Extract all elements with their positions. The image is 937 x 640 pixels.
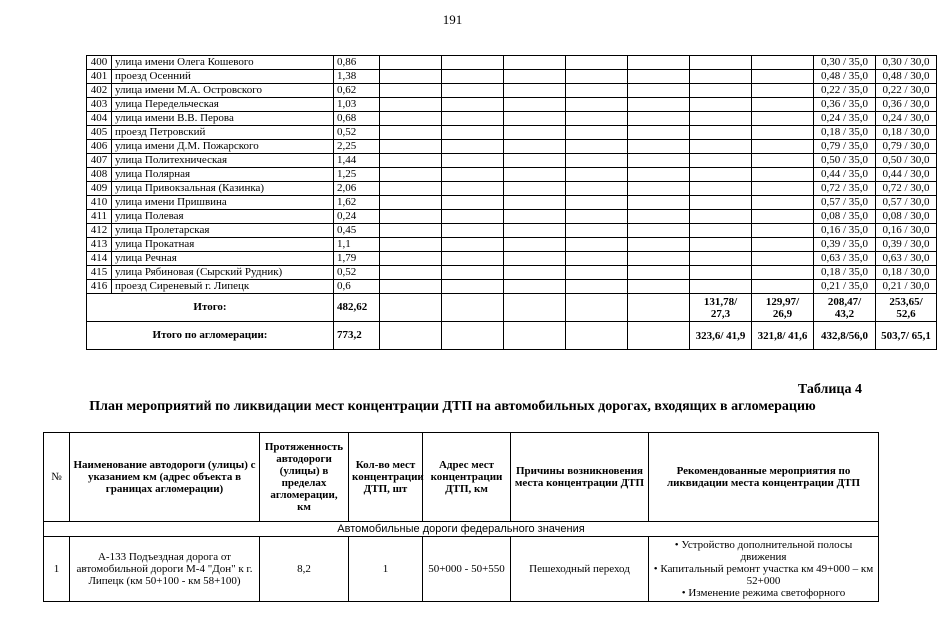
value-b: 0,63 / 30,0 [876, 252, 937, 266]
value-b: 0,36 / 30,0 [876, 98, 937, 112]
empty-cell [442, 56, 504, 70]
value-a: 0,18 / 35,0 [814, 126, 876, 140]
empty-cell [380, 322, 442, 350]
empty-cell [628, 294, 690, 322]
value-b: 0,48 / 30,0 [876, 70, 937, 84]
table-row [44, 537, 879, 602]
empty-cell [628, 252, 690, 266]
empty-cell [566, 154, 628, 168]
road-name: улица Привокзальная (Казинка) [112, 182, 334, 196]
empty-cell [380, 196, 442, 210]
road-length: 0,24 [334, 210, 380, 224]
empty-cell [690, 140, 752, 154]
row-number: 413 [87, 238, 112, 252]
measures-table [43, 432, 879, 602]
empty-cell [442, 84, 504, 98]
col-count: Кол-во мест концентрации ДТП, шт [349, 433, 423, 522]
empty-cell [752, 140, 814, 154]
empty-cell [752, 224, 814, 238]
row-number: 404 [87, 112, 112, 126]
col-num: № [44, 433, 70, 522]
empty-cell [690, 56, 752, 70]
row-number: 412 [87, 224, 112, 238]
empty-cell [504, 154, 566, 168]
empty-cell [690, 252, 752, 266]
empty-cell [690, 98, 752, 112]
road-name: проезд Петровский [112, 126, 334, 140]
measure-1: • Устройство дополнительной полосы движения [674, 539, 853, 563]
measure-3: • Изменение режима светофорного [681, 587, 846, 599]
row-length: 8,2 [260, 537, 349, 602]
empty-cell [442, 280, 504, 294]
empty-cell [628, 154, 690, 168]
road-name: улица Передельческая [112, 98, 334, 112]
empty-cell [566, 56, 628, 70]
value-a: 0,72 / 35,0 [814, 182, 876, 196]
total-value: 503,7/ 65,1 [876, 322, 937, 350]
empty-cell [752, 238, 814, 252]
empty-cell [504, 224, 566, 238]
empty-cell [380, 168, 442, 182]
empty-cell [752, 112, 814, 126]
table-row [87, 154, 937, 168]
section-label: Автомобильные дороги федерального значения [44, 522, 879, 537]
empty-cell [690, 280, 752, 294]
empty-cell [566, 224, 628, 238]
empty-cell [442, 266, 504, 280]
empty-cell [628, 126, 690, 140]
empty-cell [752, 280, 814, 294]
value-b: 0,08 / 30,0 [876, 210, 937, 224]
row-number: 401 [87, 70, 112, 84]
value-a: 0,08 / 35,0 [814, 210, 876, 224]
table-row [87, 252, 937, 266]
empty-cell [690, 168, 752, 182]
empty-cell [690, 154, 752, 168]
empty-cell [752, 168, 814, 182]
total-label: Итого: [87, 294, 334, 322]
value-a: 0,16 / 35,0 [814, 224, 876, 238]
empty-cell [690, 84, 752, 98]
empty-cell [566, 280, 628, 294]
empty-cell [504, 196, 566, 210]
total-row [87, 294, 937, 322]
row-number: 403 [87, 98, 112, 112]
total-value: 129,97/ 26,9 [752, 294, 814, 322]
empty-cell [380, 140, 442, 154]
value-b: 0,30 / 30,0 [876, 56, 937, 70]
row-number: 408 [87, 168, 112, 182]
total-label: Итого по агломерации: [87, 322, 334, 350]
road-length: 1,62 [334, 196, 380, 210]
empty-cell [504, 322, 566, 350]
value-b: 0,44 / 30,0 [876, 168, 937, 182]
empty-cell [380, 98, 442, 112]
empty-cell [504, 182, 566, 196]
empty-cell [442, 140, 504, 154]
empty-cell [566, 126, 628, 140]
road-name: улица имени Д.М. Пожарского [112, 140, 334, 154]
empty-cell [566, 322, 628, 350]
empty-cell [628, 112, 690, 126]
empty-cell [504, 112, 566, 126]
empty-cell [752, 56, 814, 70]
road-name: улица имени В.В. Перова [112, 112, 334, 126]
empty-cell [566, 238, 628, 252]
value-b: 0,22 / 30,0 [876, 84, 937, 98]
empty-cell [628, 210, 690, 224]
total-value: 253,65/ 52,6 [876, 294, 937, 322]
empty-cell [566, 210, 628, 224]
empty-cell [442, 112, 504, 126]
empty-cell [442, 238, 504, 252]
empty-cell [380, 294, 442, 322]
empty-cell [504, 168, 566, 182]
value-b: 0,18 / 30,0 [876, 126, 937, 140]
table-row [87, 70, 937, 84]
value-a: 0,44 / 35,0 [814, 168, 876, 182]
road-length: 1,25 [334, 168, 380, 182]
empty-cell [690, 238, 752, 252]
road-length: 0,52 [334, 266, 380, 280]
value-b: 0,50 / 30,0 [876, 154, 937, 168]
row-address: 50+000 - 50+550 [423, 537, 511, 602]
row-number: 409 [87, 182, 112, 196]
empty-cell [628, 98, 690, 112]
section-row [44, 522, 879, 537]
value-b: 0,21 / 30,0 [876, 280, 937, 294]
empty-cell [752, 98, 814, 112]
empty-cell [690, 182, 752, 196]
value-b: 0,79 / 30,0 [876, 140, 937, 154]
empty-cell [504, 140, 566, 154]
row-number: 400 [87, 56, 112, 70]
empty-cell [380, 84, 442, 98]
empty-cell [566, 112, 628, 126]
road-length: 2,25 [334, 140, 380, 154]
road-name: улица Полевая [112, 210, 334, 224]
total-value: 321,8/ 41,6 [752, 322, 814, 350]
page-number: 191 [442, 12, 463, 27]
road-length: 0,52 [334, 126, 380, 140]
empty-cell [442, 294, 504, 322]
road-name: улица имени М.А. Островского [112, 84, 334, 98]
empty-cell [628, 266, 690, 280]
empty-cell [628, 182, 690, 196]
table-row [87, 266, 937, 280]
empty-cell [628, 84, 690, 98]
table-row [87, 98, 937, 112]
total-value: 323,6/ 41,9 [690, 322, 752, 350]
empty-cell [566, 140, 628, 154]
row-num: 1 [44, 537, 70, 602]
road-name: улица имени Пришвина [112, 196, 334, 210]
empty-cell [504, 252, 566, 266]
road-name: проезд Осенний [112, 70, 334, 84]
empty-cell [442, 322, 504, 350]
empty-cell [566, 182, 628, 196]
table-row [87, 280, 937, 294]
empty-cell [752, 84, 814, 98]
empty-cell [566, 70, 628, 84]
row-measures [649, 537, 879, 602]
empty-cell [380, 238, 442, 252]
value-a: 0,18 / 35,0 [814, 266, 876, 280]
empty-cell [628, 168, 690, 182]
value-b: 0,18 / 30,0 [876, 266, 937, 280]
roads-table [86, 55, 937, 350]
empty-cell [628, 140, 690, 154]
empty-cell [690, 70, 752, 84]
value-a: 0,79 / 35,0 [814, 140, 876, 154]
empty-cell [504, 56, 566, 70]
empty-cell [380, 182, 442, 196]
road-length: 1,03 [334, 98, 380, 112]
empty-cell [752, 266, 814, 280]
empty-cell [442, 252, 504, 266]
table-row [87, 56, 937, 70]
value-a: 0,48 / 35,0 [814, 70, 876, 84]
row-name: А-133 Подъездная дорога от автомобильной дороги М-4 "Дон" к г. Липецк (км 50+100 - км 58+100) [70, 537, 260, 602]
empty-cell [752, 154, 814, 168]
road-length: 1,38 [334, 70, 380, 84]
empty-cell [752, 182, 814, 196]
col-causes: Причины возникновения места концентрации ДТП [511, 433, 649, 522]
empty-cell [380, 126, 442, 140]
road-name: улица Прокатная [112, 238, 334, 252]
empty-cell [442, 196, 504, 210]
agglomeration-total-row [87, 322, 937, 350]
value-a: 0,57 / 35,0 [814, 196, 876, 210]
road-length: 0,6 [334, 280, 380, 294]
empty-cell [566, 196, 628, 210]
row-count: 1 [349, 537, 423, 602]
empty-cell [566, 252, 628, 266]
row-number: 414 [87, 252, 112, 266]
table-row [87, 182, 937, 196]
empty-cell [380, 154, 442, 168]
empty-cell [380, 112, 442, 126]
empty-cell [380, 280, 442, 294]
empty-cell [752, 126, 814, 140]
row-number: 415 [87, 266, 112, 280]
empty-cell [504, 70, 566, 84]
road-length: 1,1 [334, 238, 380, 252]
empty-cell [752, 70, 814, 84]
total-value: 432,8/56,0 [814, 322, 876, 350]
empty-cell [380, 266, 442, 280]
value-b: 0,57 / 30,0 [876, 196, 937, 210]
road-name: улица Полярная [112, 168, 334, 182]
row-causes: Пешеходный переход [511, 537, 649, 602]
table-row [87, 140, 937, 154]
empty-cell [752, 252, 814, 266]
empty-cell [690, 266, 752, 280]
road-name: проезд Сиреневый г. Липецк [112, 280, 334, 294]
empty-cell [628, 70, 690, 84]
table-row [87, 196, 937, 210]
empty-cell [380, 224, 442, 238]
road-length: 0,45 [334, 224, 380, 238]
empty-cell [380, 252, 442, 266]
row-number: 402 [87, 84, 112, 98]
value-b: 0,72 / 30,0 [876, 182, 937, 196]
table-row [87, 210, 937, 224]
empty-cell [380, 70, 442, 84]
road-name: улица Политехническая [112, 154, 334, 168]
empty-cell [380, 210, 442, 224]
road-name: улица Речная [112, 252, 334, 266]
road-name: улица имени Олега Кошевого [112, 56, 334, 70]
road-length: 2,06 [334, 182, 380, 196]
road-length: 0,62 [334, 84, 380, 98]
empty-cell [442, 210, 504, 224]
col-name: Наименование автодороги (улицы) с указанием км (адрес объекта в границах агломерации) [70, 433, 260, 522]
empty-cell [504, 266, 566, 280]
value-a: 0,36 / 35,0 [814, 98, 876, 112]
empty-cell [380, 56, 442, 70]
total-value: 131,78/ 27,3 [690, 294, 752, 322]
empty-cell [442, 70, 504, 84]
value-a: 0,50 / 35,0 [814, 154, 876, 168]
empty-cell [566, 84, 628, 98]
row-number: 406 [87, 140, 112, 154]
empty-cell [628, 238, 690, 252]
empty-cell [504, 294, 566, 322]
empty-cell [442, 182, 504, 196]
value-b: 0,16 / 30,0 [876, 224, 937, 238]
value-b: 0,24 / 30,0 [876, 112, 937, 126]
empty-cell [628, 322, 690, 350]
empty-cell [442, 126, 504, 140]
table-title: План мероприятий по ликвидации мест концентрации ДТП на автомобильных дорогах, входящих в агломерацию [89, 399, 816, 414]
value-a: 0,39 / 35,0 [814, 238, 876, 252]
table-row [87, 126, 937, 140]
empty-cell [566, 294, 628, 322]
table-row [87, 168, 937, 182]
value-a: 0,30 / 35,0 [814, 56, 876, 70]
col-measures: Рекомендованные мероприятия по ликвидации места концентрации ДТП [649, 433, 879, 522]
row-number: 405 [87, 126, 112, 140]
empty-cell [752, 210, 814, 224]
empty-cell [442, 168, 504, 182]
total-value: 208,47/ 43,2 [814, 294, 876, 322]
empty-cell [690, 224, 752, 238]
empty-cell [504, 84, 566, 98]
header-row [44, 433, 879, 522]
value-a: 0,63 / 35,0 [814, 252, 876, 266]
empty-cell [566, 168, 628, 182]
table-row [87, 224, 937, 238]
empty-cell [442, 98, 504, 112]
empty-cell [628, 56, 690, 70]
empty-cell [752, 196, 814, 210]
empty-cell [690, 210, 752, 224]
value-b: 0,39 / 30,0 [876, 238, 937, 252]
table-row [87, 112, 937, 126]
empty-cell [504, 210, 566, 224]
empty-cell [628, 280, 690, 294]
measure-2: • Капитальный ремонт участка км 49+000 – км 52+000 [653, 563, 874, 587]
empty-cell [690, 126, 752, 140]
empty-cell [504, 280, 566, 294]
value-a: 0,21 / 35,0 [814, 280, 876, 294]
empty-cell [504, 126, 566, 140]
total-length: 773,2 [334, 322, 380, 350]
row-number: 411 [87, 210, 112, 224]
empty-cell [628, 224, 690, 238]
value-a: 0,24 / 35,0 [814, 112, 876, 126]
road-length: 1,44 [334, 154, 380, 168]
col-address: Адрес мест концентрации ДТП, км [423, 433, 511, 522]
table-caption: Таблица 4 [797, 382, 862, 397]
value-a: 0,22 / 35,0 [814, 84, 876, 98]
total-length: 482,62 [334, 294, 380, 322]
empty-cell [442, 154, 504, 168]
road-name: улица Пролетарская [112, 224, 334, 238]
road-name: улица Рябиновая (Сырский Рудник) [112, 266, 334, 280]
table-row [87, 238, 937, 252]
empty-cell [504, 238, 566, 252]
empty-cell [566, 98, 628, 112]
row-number: 410 [87, 196, 112, 210]
empty-cell [566, 266, 628, 280]
road-length: 0,86 [334, 56, 380, 70]
empty-cell [628, 196, 690, 210]
road-length: 0,68 [334, 112, 380, 126]
col-length: Протяженность автодороги (улицы) в пределах агломерации, км [260, 433, 349, 522]
row-number: 416 [87, 280, 112, 294]
road-length: 1,79 [334, 252, 380, 266]
empty-cell [690, 112, 752, 126]
empty-cell [690, 196, 752, 210]
row-number: 407 [87, 154, 112, 168]
empty-cell [442, 224, 504, 238]
table-row [87, 84, 937, 98]
empty-cell [504, 98, 566, 112]
